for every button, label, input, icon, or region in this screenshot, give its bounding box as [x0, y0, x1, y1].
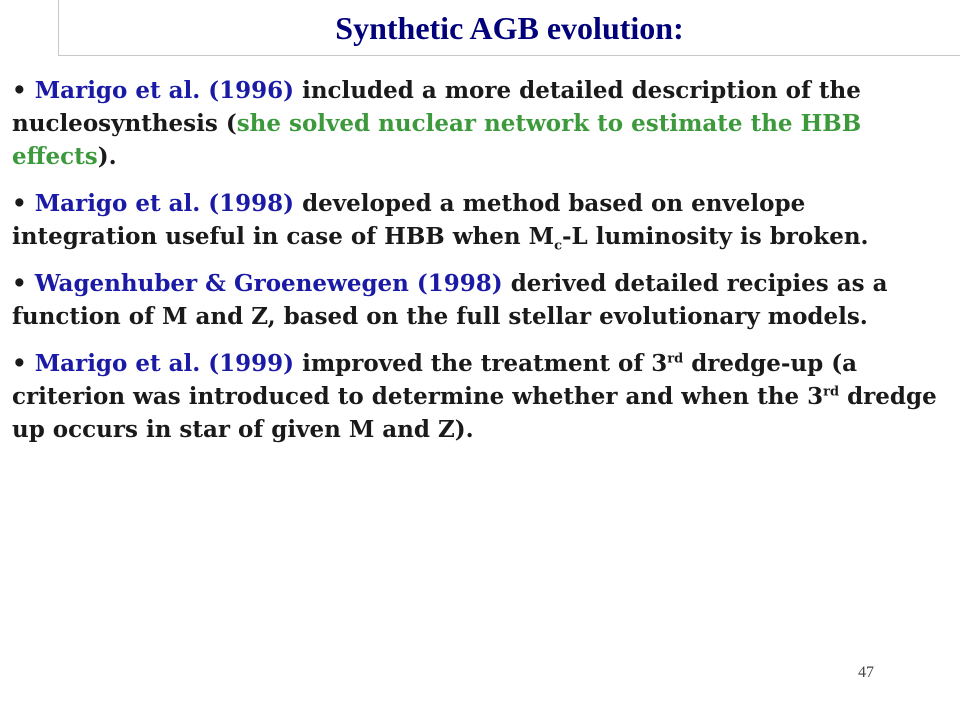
bullet-2 — [12, 187, 947, 253]
bullet-marker: • — [12, 270, 27, 297]
bullet-4-text-a: improved the treatment of 3 — [294, 350, 668, 377]
subscript-c: c — [554, 238, 563, 254]
bullet-4 — [12, 347, 947, 446]
slide-title: Synthetic AGB evolution: — [335, 10, 684, 46]
citation-marigo-1999: Marigo et al. (1999) — [34, 350, 295, 377]
bullet-2-text-b: -L luminosity is broken. — [562, 223, 869, 250]
bullet-marker: • — [12, 190, 27, 217]
citation-wagenhuber-groenewegen-1998: Wagenhuber & Groenewegen (1998) — [34, 270, 503, 297]
bullet-1-text-a: included a more detailed description of the nucleosynthesis ( — [12, 77, 861, 137]
citation-marigo-1998: Marigo et al. (1998) — [34, 190, 295, 217]
bullet-3 — [12, 267, 947, 333]
bullet-1 — [12, 74, 947, 173]
bullet-marker: • — [12, 350, 27, 377]
citation-marigo-1996: Marigo et al. (1996) — [34, 77, 295, 104]
bullet-2-text-a: developed a method based on envelope integration useful in case of HBB when M — [12, 190, 806, 250]
bullet-4-text-b: dredge-up (a criterion was introduced to determine whether and when the 3 — [12, 350, 857, 410]
title-box — [58, 0, 960, 56]
slide-content — [12, 74, 947, 460]
superscript-rd: rd — [823, 384, 840, 400]
bullet-marker: • — [12, 77, 27, 104]
superscript-rd: rd — [667, 351, 684, 367]
page-number: 47 — [858, 664, 874, 681]
bullet-1-highlight: she solved nuclear network to estimate the HBB effects — [12, 110, 862, 170]
bullet-1-text-b: ). — [97, 143, 117, 170]
bullet-3-text-a: derived detailed recipies as a function of M and Z, based on the full stellar evolutionary models. — [12, 270, 888, 330]
bullet-4-text-c: dredge up occurs in star of given M and Z). — [12, 383, 937, 443]
